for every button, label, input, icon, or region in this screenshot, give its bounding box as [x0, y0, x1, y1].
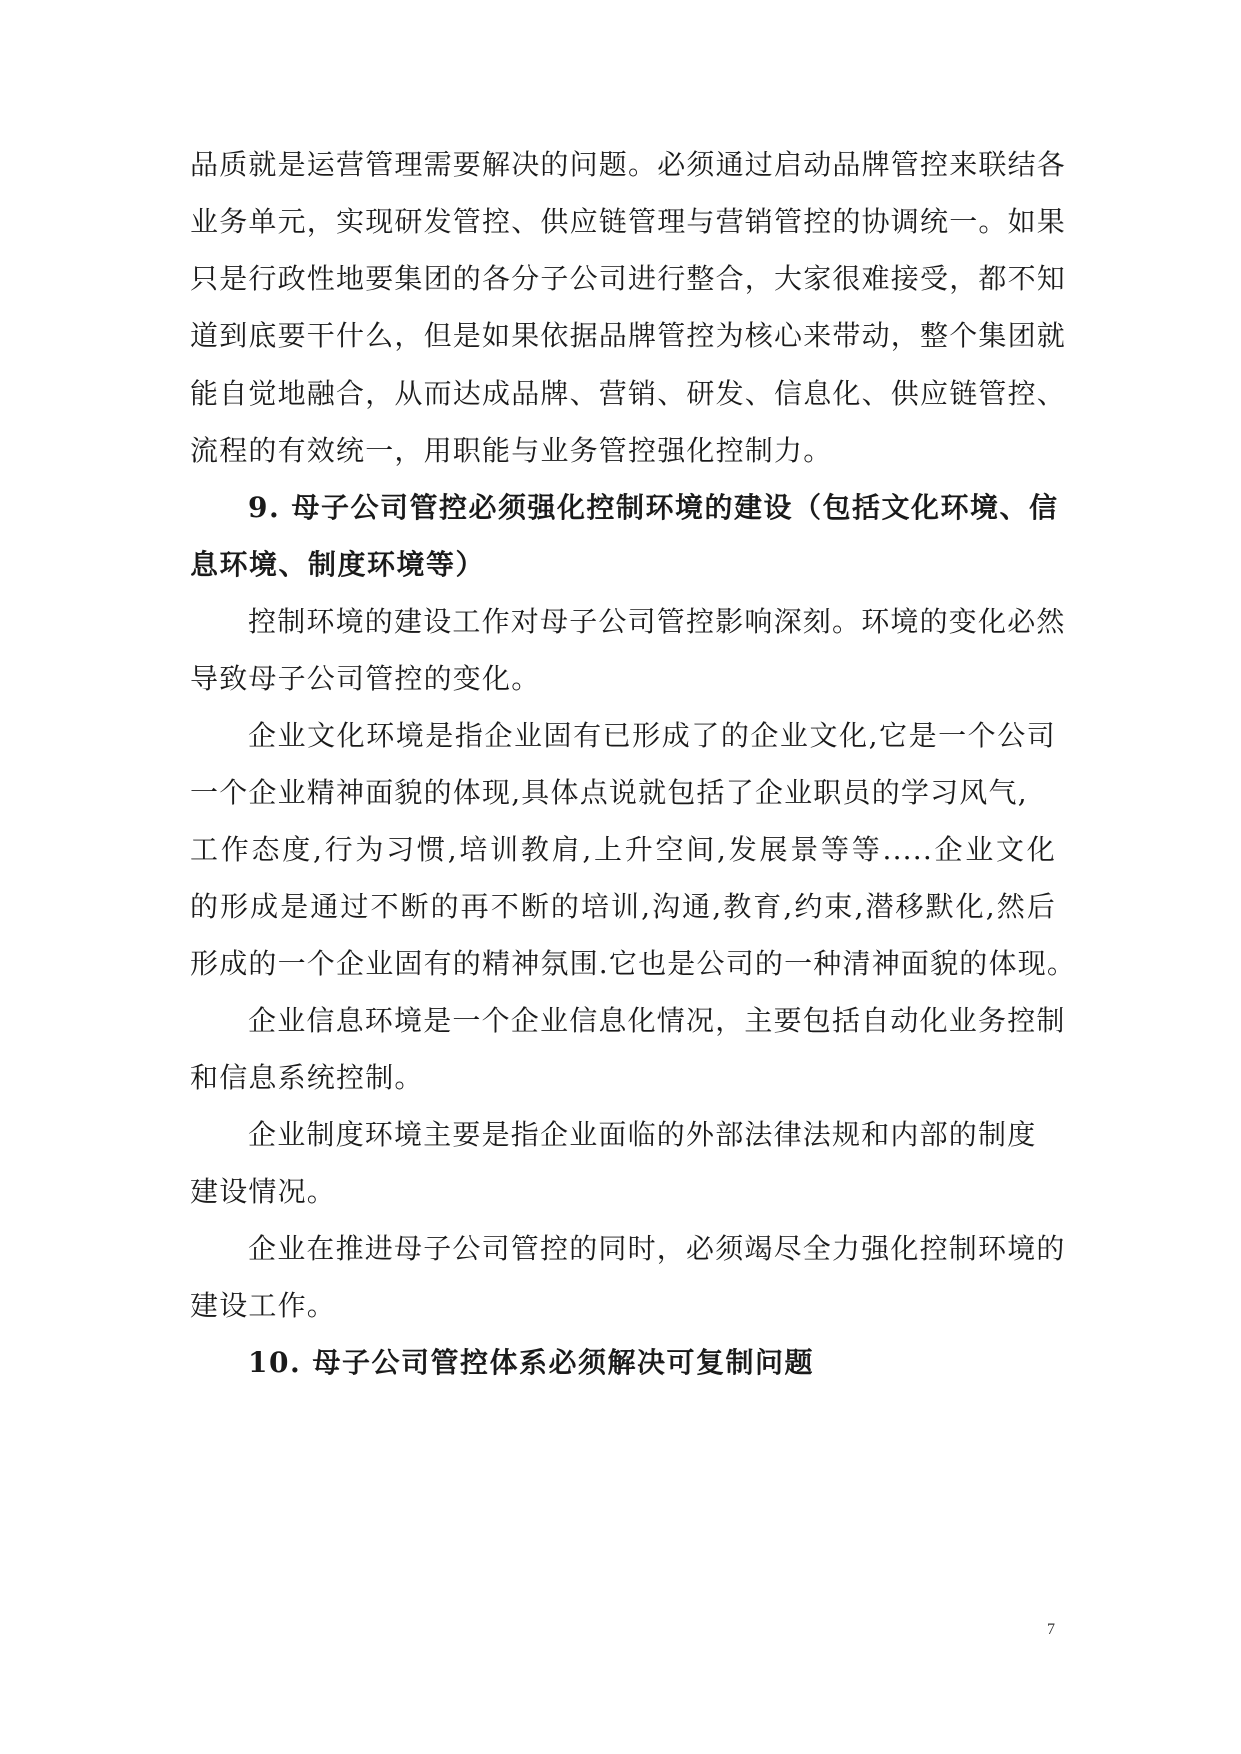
paragraph-line: 一个企业精神面貌的体现,具体点说就包括了企业职员的学习风气,	[190, 776, 1028, 809]
paragraph-line: 控制环境的建设工作对母子公司管控影响深刻。环境的变化必然	[248, 605, 1066, 638]
paragraph-line: 企业文化环境是指企业固有已形成了的企业文化,它是一个公司	[248, 719, 1056, 752]
paragraph-line: 建设情况。	[190, 1175, 337, 1208]
paragraph-line: 业务单元，实现研发管控、供应链管理与营销管控的协调统一。如果	[190, 205, 1067, 238]
paragraph-line: 的形成是通过不断的再不断的培训,沟通,教育,约束,潜移默化,然后	[190, 890, 1056, 923]
paragraph-line: 建设工作。	[190, 1289, 337, 1322]
section-heading: 9. 母子公司管控必须强化控制环境的建设（包括文化环境、信	[248, 491, 1059, 524]
paragraph-line: 工作态度,行为习惯,培训教肩,上升空间,发展景等等.....企业文化	[190, 833, 1056, 866]
paragraph-line: 企业制度环境主要是指企业面临的外部法律法规和内部的制度	[248, 1118, 1037, 1151]
paragraph-line: 企业在推进母子公司管控的同时，必须竭尽全力强化控制环境的	[248, 1232, 1066, 1265]
paragraph-line: 和信息系统控制。	[190, 1061, 424, 1094]
paragraph-line: 能自觉地融合，从而达成品牌、营销、研发、信息化、供应链管控、	[190, 377, 1067, 410]
paragraph-line: 导致母子公司管控的变化。	[190, 662, 541, 695]
paragraph-line: 形成的一个企业固有的精神氛围.它也是公司的一种清神面貌的体现。	[190, 947, 1077, 980]
paragraph-line: 道到底要干什么，但是如果依据品牌管控为核心来带动，整个集团就	[190, 319, 1067, 352]
paragraph-line: 只是行政性地要集团的各分子公司进行整合，大家很难接受，都不知	[190, 262, 1067, 295]
section-heading: 10. 母子公司管控体系必须解决可复制问题	[248, 1346, 814, 1379]
paragraph-line: 品质就是运营管理需要解决的问题。必须通过启动品牌管控来联结各	[190, 148, 1067, 181]
section-heading: 息环境、制度环境等）	[190, 548, 486, 581]
paragraph-line: 企业信息环境是一个企业信息化情况，主要包括自动化业务控制	[248, 1004, 1066, 1037]
page-number: 7	[1047, 1621, 1055, 1638]
paragraph-line: 流程的有效统一，用职能与业务管控强化控制力。	[190, 434, 833, 467]
